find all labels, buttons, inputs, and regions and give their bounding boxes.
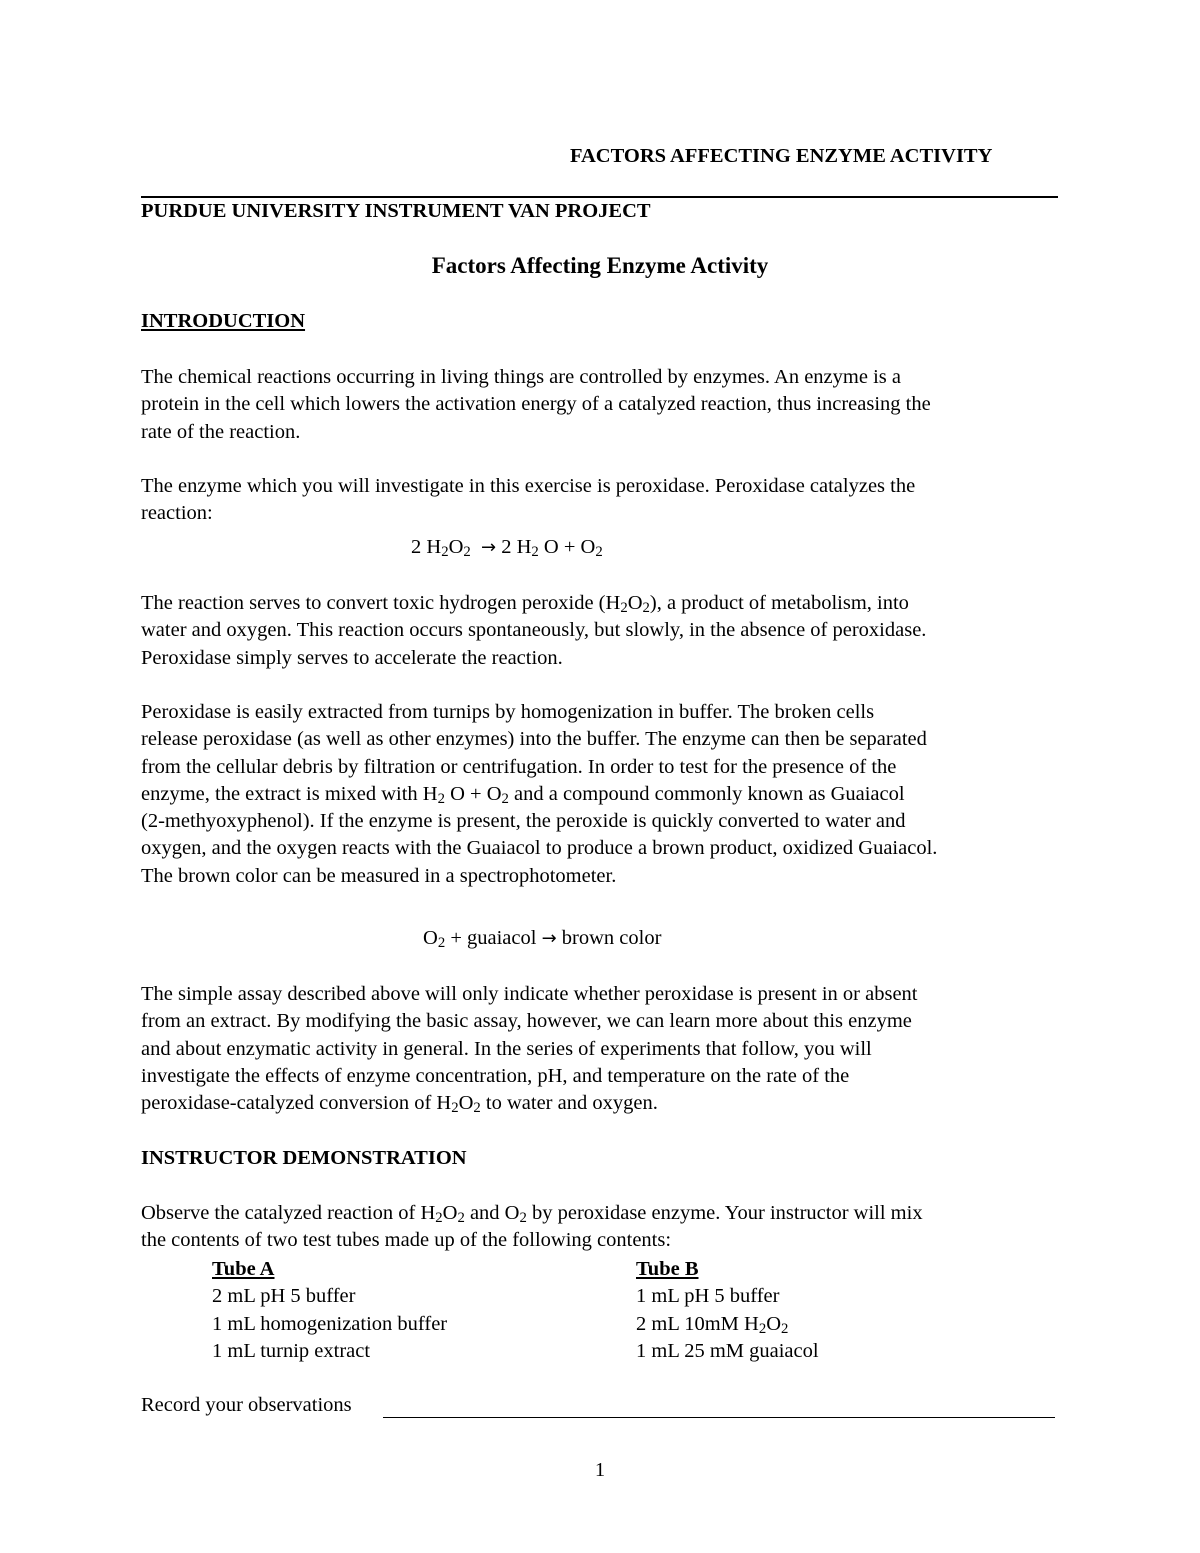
list-item: 1 mL homogenization buffer [212,1312,448,1335]
list-item: 2 mL pH 5 buffer [212,1285,356,1308]
running-title: FACTORS AFFECTING ENZYME ACTIVITY [570,145,993,167]
text-line: peroxidase-catalyzed conversion of $H_2O_2$ to water and oxygen. [141,1092,658,1117]
text-line: enzyme, the extract is mixed with $H_2$ $O + O_2$ and a compound commonly known as Guaiacol [141,782,905,808]
observations-answer-line[interactable] [383,1417,1055,1418]
text-line: The enzyme which you will investigate in this exercise is peroxidase. Peroxidase catalyzes the [141,475,916,497]
text-line: Peroxidase simply serves to accelerate the reaction. [141,646,563,669]
reaction-arrow-icon: → [541,928,557,949]
text-line: and about enzymatic activity in general. In the series of experiments that follow, you will [141,1037,872,1060]
demonstration-heading: INSTRUCTOR DEMONSTRATION [141,1147,467,1169]
text-line: rate of the reaction. [141,420,301,443]
text-line: oxygen, and the oxygen reacts with the Guaiacol to produce a brown product, oxidized Guaiacol. [141,837,938,860]
text-line: Observe the catalyzed reaction of $H_2O_2$ and $O_2$ by peroxidase enzyme. Your instructor will mix [141,1202,923,1227]
text-line: from the cellular debris by filtration or centrifugation. In order to test for the presence of the [141,755,897,778]
text-line: protein in the cell which lowers the activation energy of a catalyzed reaction, thus increasing the [141,393,931,416]
text-line: Peroxidase is easily extracted from turnips by homogenization in buffer. The broken cells [141,701,875,723]
equation-peroxide-decomposition: 2 $H_2O_2 \to 2$ $H_2$ $O + O_2$ [411,536,603,561]
introduction-heading: INTRODUCTION [141,310,306,332]
tube-a-label: Tube A [212,1258,275,1280]
text-line: reaction: [141,502,213,525]
list-item: 2 mL 10mM $H_2O_2$ [636,1312,789,1337]
text-line: The brown color can be measured in a spectrophotometer. [141,864,617,887]
intro-paragraph-1 [141,364,1071,446]
equation-guaiacol-oxidation: $O_2$ + guaiacol → brown color [423,927,662,952]
text-line: (2-methyoxyphenol). If the enzyme is present, the peroxide is quickly converted to water and [141,810,906,833]
reaction-arrow-icon: → [481,537,497,558]
text-line: The reaction serves to convert toxic hydrogen peroxide $(H_2O_2)$, a product of metabolism, into [141,592,909,617]
intro-paragraph-3 [141,590,1071,672]
tube-b-label: Tube B [636,1258,699,1280]
text-line: from an extract. By modifying the basic assay, however, we can learn more about this enzyme [141,1010,912,1033]
tube-b-list [636,1256,819,1365]
page-number: 1 [594,1459,606,1481]
demo-paragraph [141,1200,1071,1255]
text-line: investigate the effects of enzyme concentration, pH, and temperature on the rate of the [141,1064,850,1087]
list-item: 1 mL 25 mM guaiacol [636,1339,819,1362]
text-line: The simple assay described above will only indicate whether peroxidase is present in or absent [141,983,918,1005]
record-observations-label: Record your observations [141,1394,352,1416]
text-line: water and oxygen. This reaction occurs spontaneously, but slowly, in the absence of peroxidase. [141,619,927,642]
text-line: the contents of two test tubes made up of the following contents: [141,1229,672,1252]
document-title: Factors Affecting Enzyme Activity [431,253,769,278]
project-name: PURDUE UNIVERSITY INSTRUMENT VAN PROJECT [141,200,651,222]
text-line: release peroxidase (as well as other enzymes) into the buffer. The enzyme can then be separated [141,728,927,751]
intro-paragraph-5 [141,981,1071,1117]
text-line: The chemical reactions occurring in living things are controlled by enzymes. An enzyme is a [141,366,901,388]
list-item: 1 mL turnip extract [212,1339,371,1362]
tube-a-list [212,1256,447,1365]
intro-paragraph-4 [141,699,1071,890]
intro-paragraph-2 [141,473,1071,528]
list-item: 1 mL pH 5 buffer [636,1285,780,1308]
